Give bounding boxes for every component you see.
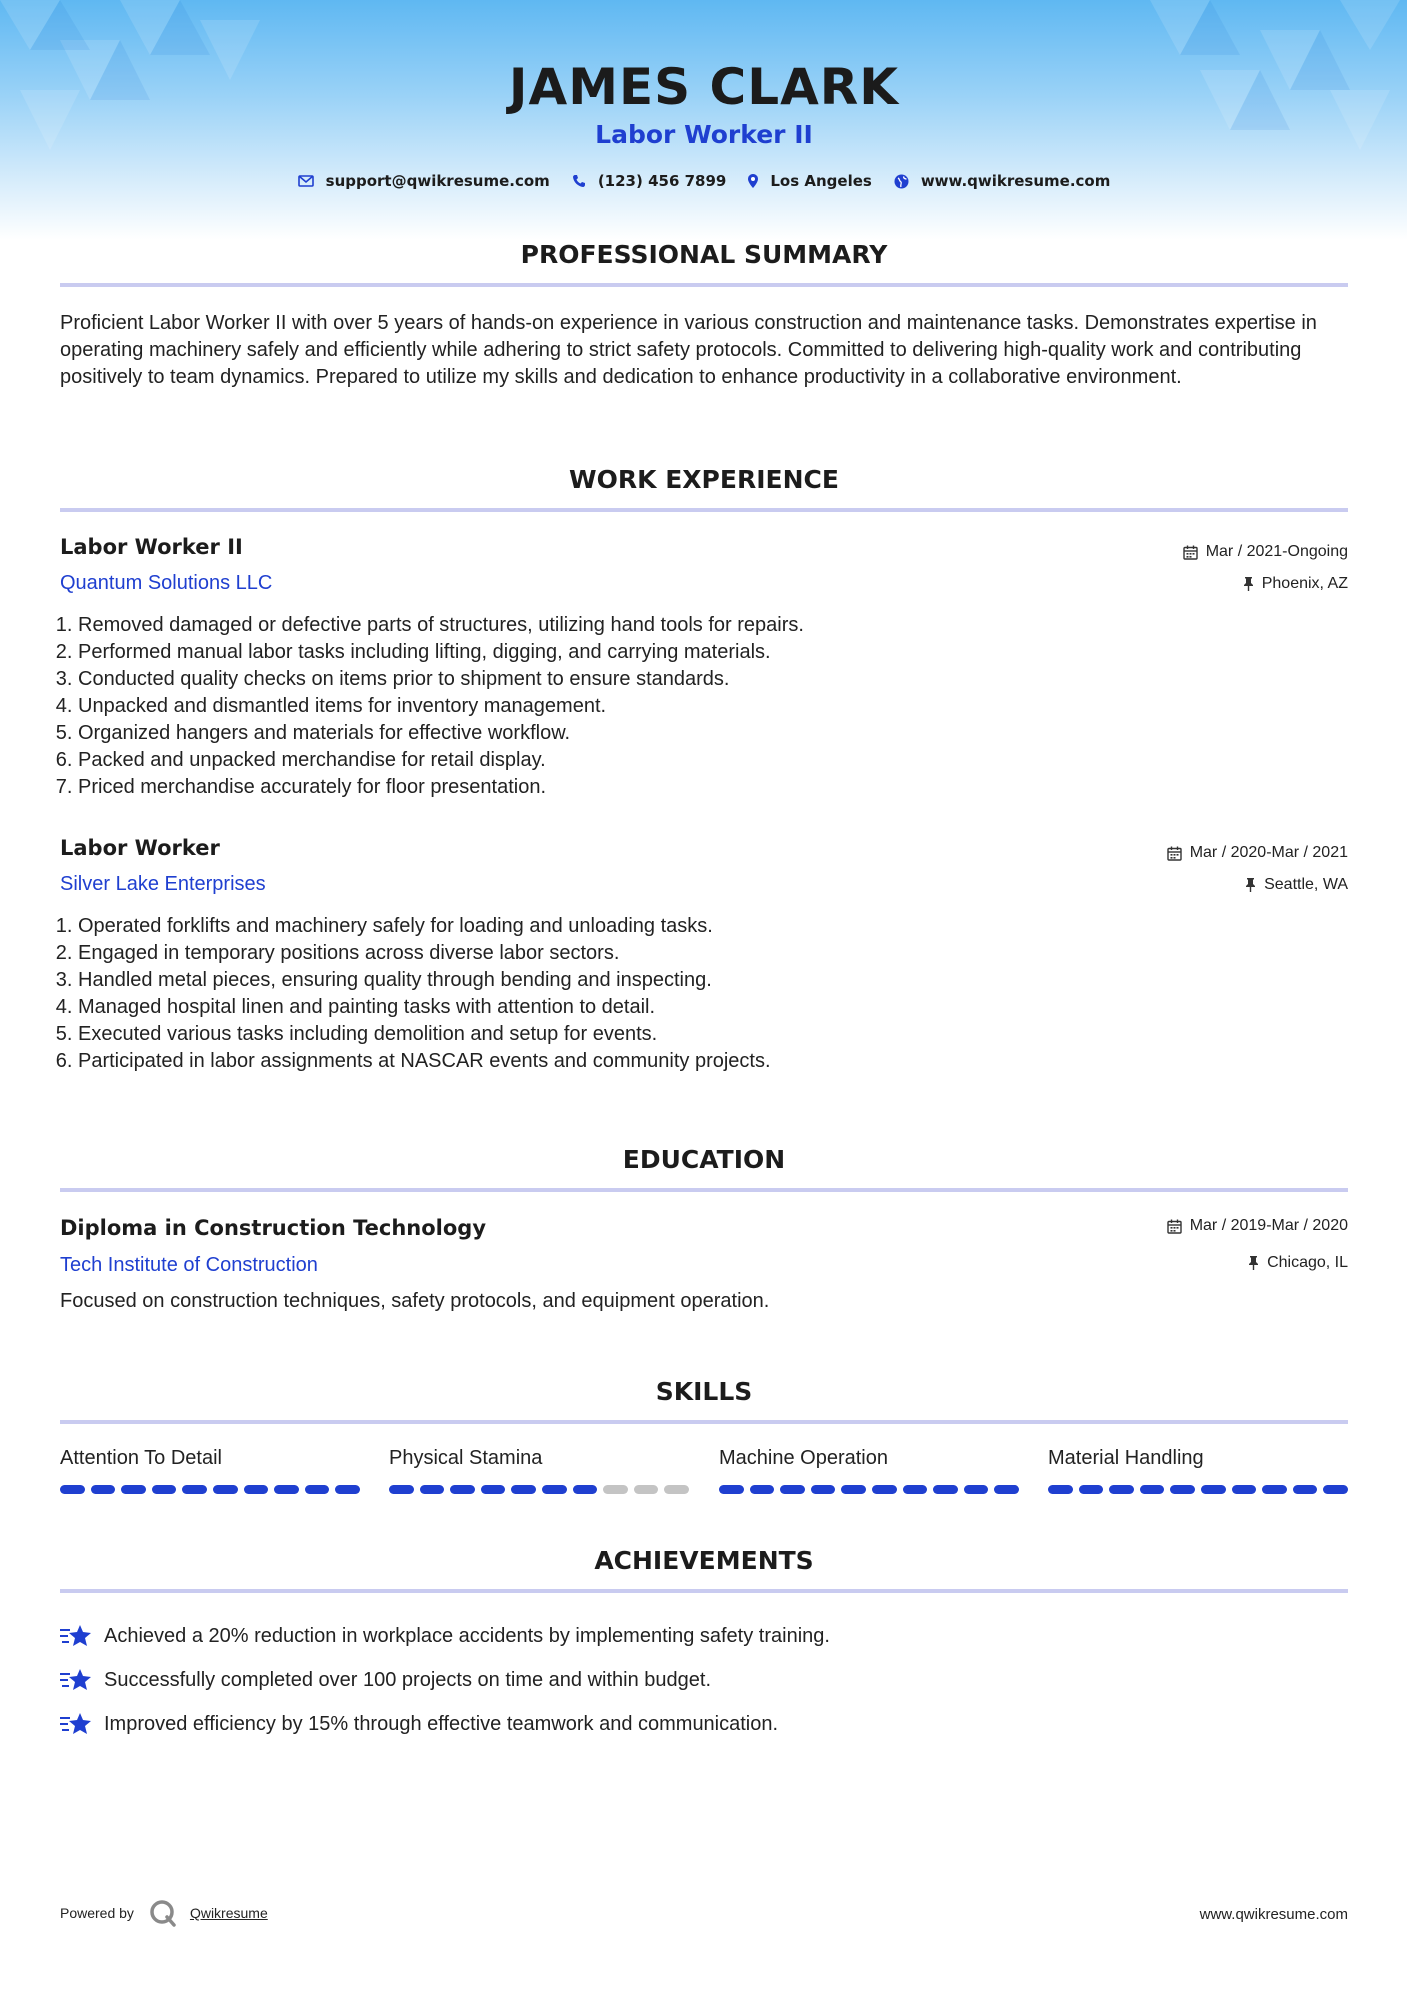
skill-segment-filled bbox=[1201, 1485, 1226, 1494]
skill-segment-filled bbox=[542, 1485, 567, 1494]
skill-item bbox=[719, 1447, 1019, 1494]
list-item: 5. Organized hangers and materials for effective workflow. bbox=[78, 720, 1278, 747]
skill-segment-filled bbox=[1079, 1485, 1104, 1494]
skill-segment-filled bbox=[450, 1485, 475, 1494]
achievement-text: Improved efficiency by 15% through effective teamwork and communication. bbox=[104, 1712, 779, 1735]
education-degree: Diploma in Construction Technology bbox=[60, 1216, 487, 1240]
qwikresume-logo-icon bbox=[148, 1898, 178, 1928]
skill-segment-filled bbox=[481, 1485, 506, 1494]
skill-segment-filled bbox=[121, 1485, 146, 1494]
skill-level-bar bbox=[60, 1485, 360, 1494]
skill-name: Machine Operation bbox=[719, 1447, 888, 1469]
section-title-skills: SKILLS bbox=[655, 1377, 753, 1406]
contact-bar bbox=[60, 172, 1348, 190]
contact-email[interactable] bbox=[298, 172, 550, 190]
footer-powered-by bbox=[60, 1898, 268, 1928]
skill-segment-filled bbox=[213, 1485, 238, 1494]
list-item: 6. Packed and unpacked merchandise for retail display. bbox=[78, 747, 1278, 774]
skill-segment-filled bbox=[1170, 1485, 1195, 1494]
skill-segment-filled bbox=[389, 1485, 414, 1494]
skill-segment-filled bbox=[305, 1485, 330, 1494]
skill-name: Attention To Detail bbox=[60, 1447, 222, 1469]
skill-segment-filled bbox=[511, 1485, 536, 1494]
skill-segment-filled bbox=[841, 1485, 866, 1494]
contact-website[interactable] bbox=[894, 172, 1111, 190]
job-date-text: Mar / 2020-Mar / 2021 bbox=[1189, 844, 1348, 861]
list-item bbox=[60, 1702, 830, 1746]
list-item: 4. Unpacked and dismantled items for inventory management. bbox=[78, 693, 1278, 720]
skill-name: Physical Stamina bbox=[389, 1447, 543, 1469]
list-item: 3. Conducted quality checks on items prior to shipment to ensure standards. bbox=[78, 666, 1278, 693]
skill-segment-filled bbox=[964, 1485, 989, 1494]
job-company: Quantum Solutions LLC bbox=[60, 572, 273, 594]
list-item: 6. Participated in labor assignments at NASCAR events and community projects. bbox=[78, 1048, 1278, 1075]
skill-segment-filled bbox=[60, 1485, 85, 1494]
skill-segment-filled bbox=[152, 1485, 177, 1494]
list-item: 2. Engaged in temporary positions across diverse labor sectors. bbox=[78, 940, 1278, 967]
section-title-experience: WORK EXPERIENCE bbox=[569, 465, 839, 494]
section-title-education: EDUCATION bbox=[622, 1145, 786, 1174]
candidate-name: JAMES CLARK bbox=[508, 58, 900, 116]
achievement-text: Successfully completed over 100 projects on time and within budget. bbox=[104, 1668, 712, 1691]
skill-segment-filled bbox=[1140, 1485, 1165, 1494]
list-item: 7. Priced merchandise accurately for floor presentation. bbox=[78, 774, 1278, 801]
skill-segment-filled bbox=[933, 1485, 958, 1494]
section-divider bbox=[60, 508, 1348, 512]
skill-level-bar bbox=[1048, 1485, 1348, 1494]
skill-segment-filled bbox=[994, 1485, 1019, 1494]
job-date-text: Mar / 2021-Ongoing bbox=[1205, 543, 1348, 560]
contact-location bbox=[748, 172, 871, 190]
skill-segment-filled bbox=[1262, 1485, 1287, 1494]
skill-item bbox=[389, 1447, 689, 1494]
section-title-achievements: ACHIEVEMENTS bbox=[594, 1546, 814, 1575]
brand-link[interactable]: Qwikresume bbox=[189, 1905, 268, 1921]
job-location-text: Phoenix, AZ bbox=[1261, 575, 1348, 592]
skill-segment-empty bbox=[603, 1485, 628, 1494]
skill-segment-filled bbox=[244, 1485, 269, 1494]
contact-phone[interactable] bbox=[572, 172, 727, 190]
shooting-star-icon bbox=[60, 1623, 92, 1649]
envelope-icon bbox=[298, 175, 314, 187]
skill-segment-empty bbox=[634, 1485, 659, 1494]
calendar-icon bbox=[1167, 1219, 1182, 1234]
job-location-text: Seattle, WA bbox=[1264, 876, 1348, 893]
pushpin-icon bbox=[1248, 1256, 1259, 1270]
list-item bbox=[60, 1658, 830, 1702]
contact-email-text: support@qwikresume.com bbox=[325, 172, 550, 190]
skill-segment-filled bbox=[903, 1485, 928, 1494]
skill-segment-filled bbox=[872, 1485, 897, 1494]
shooting-star-icon bbox=[60, 1711, 92, 1737]
list-item: 3. Handled metal pieces, ensuring quality through bending and inspecting. bbox=[78, 967, 1278, 994]
job-date bbox=[1167, 844, 1348, 862]
job-location bbox=[1245, 876, 1348, 894]
job-title: Labor Worker II bbox=[60, 535, 243, 559]
skill-item bbox=[1048, 1447, 1348, 1494]
skill-item bbox=[60, 1447, 360, 1494]
list-item: 1. Operated forklifts and machinery safely for loading and unloading tasks. bbox=[78, 913, 1278, 940]
section-divider bbox=[60, 1188, 1348, 1192]
skill-level-bar bbox=[389, 1485, 689, 1494]
job-company: Silver Lake Enterprises bbox=[60, 873, 266, 895]
calendar-icon bbox=[1183, 545, 1198, 560]
skill-segment-filled bbox=[1232, 1485, 1257, 1494]
skill-segment-filled bbox=[1048, 1485, 1073, 1494]
section-divider bbox=[60, 1420, 1348, 1424]
list-item: 5. Executed various tasks including demolition and setup for events. bbox=[78, 1021, 1278, 1048]
skill-segment-filled bbox=[335, 1485, 360, 1494]
skill-segment-filled bbox=[780, 1485, 805, 1494]
education-date bbox=[1167, 1217, 1348, 1235]
education-location bbox=[1248, 1254, 1348, 1272]
job-bullet-list bbox=[60, 612, 1278, 801]
footer-website[interactable]: www.qwikresume.com bbox=[1199, 1906, 1348, 1923]
skill-segment-filled bbox=[1323, 1485, 1348, 1494]
section-title-summary: PROFESSIONAL SUMMARY bbox=[520, 240, 888, 269]
list-item: 2. Performed manual labor tasks including lifting, digging, and carrying materials. bbox=[78, 639, 1278, 666]
achievement-text: Achieved a 20% reduction in workplace accidents by implementing safety training. bbox=[104, 1624, 830, 1647]
list-item: 1. Removed damaged or defective parts of structures, utilizing hand tools for repairs. bbox=[78, 612, 1278, 639]
shooting-star-icon bbox=[60, 1667, 92, 1693]
contact-website-text: www.qwikresume.com bbox=[920, 172, 1111, 190]
achievement-list bbox=[60, 1614, 830, 1746]
skill-segment-filled bbox=[719, 1485, 744, 1494]
skill-segment-filled bbox=[1293, 1485, 1318, 1494]
skill-level-bar bbox=[719, 1485, 1019, 1494]
list-item: 4. Managed hospital linen and painting tasks with attention to detail. bbox=[78, 994, 1278, 1021]
job-date bbox=[1183, 543, 1348, 561]
skill-name: Material Handling bbox=[1048, 1447, 1204, 1469]
skill-segment-filled bbox=[182, 1485, 207, 1494]
globe-icon bbox=[894, 174, 909, 189]
skill-segment-filled bbox=[91, 1485, 116, 1494]
list-item bbox=[60, 1614, 830, 1658]
skill-segment-filled bbox=[811, 1485, 836, 1494]
education-date-text: Mar / 2019-Mar / 2020 bbox=[1189, 1217, 1348, 1234]
contact-phone-text: (123) 456 7899 bbox=[597, 172, 727, 190]
skill-segment-filled bbox=[573, 1485, 598, 1494]
candidate-role: Labor Worker II bbox=[595, 120, 813, 149]
contact-location-text: Los Angeles bbox=[770, 172, 872, 190]
skill-segment-filled bbox=[1109, 1485, 1134, 1494]
education-description: Focused on construction techniques, safety protocols, and equipment operation. bbox=[60, 1290, 770, 1312]
job-location bbox=[1243, 575, 1348, 593]
pushpin-icon bbox=[1243, 577, 1254, 591]
map-pin-icon bbox=[748, 174, 758, 188]
summary-text: Proficient Labor Worker II with over 5 years of hands-on experience in various construction and maintenance tasks. Demonstrates expertise in operating machinery safely and efficiently while adhering to strict safety protocols. Committed to delivering high-quality work and contributing positively to team dynamics. Prepared to utilize my skills and dedication to enhance productivity in a collaborative environment. bbox=[60, 312, 1317, 388]
skill-segment-empty bbox=[664, 1485, 689, 1494]
pushpin-icon bbox=[1245, 878, 1256, 892]
skill-segment-filled bbox=[750, 1485, 775, 1494]
job-bullet-list bbox=[60, 913, 1278, 1075]
section-divider bbox=[60, 1589, 1348, 1593]
calendar-icon bbox=[1167, 846, 1182, 861]
section-divider bbox=[60, 283, 1348, 287]
job-title: Labor Worker bbox=[60, 836, 220, 860]
powered-by-label: Powered by bbox=[60, 1905, 134, 1921]
phone-icon bbox=[572, 174, 586, 188]
education-location-text: Chicago, IL bbox=[1267, 1254, 1348, 1271]
skill-segment-filled bbox=[420, 1485, 445, 1494]
skill-segment-filled bbox=[274, 1485, 299, 1494]
education-school: Tech Institute of Construction bbox=[60, 1254, 318, 1276]
